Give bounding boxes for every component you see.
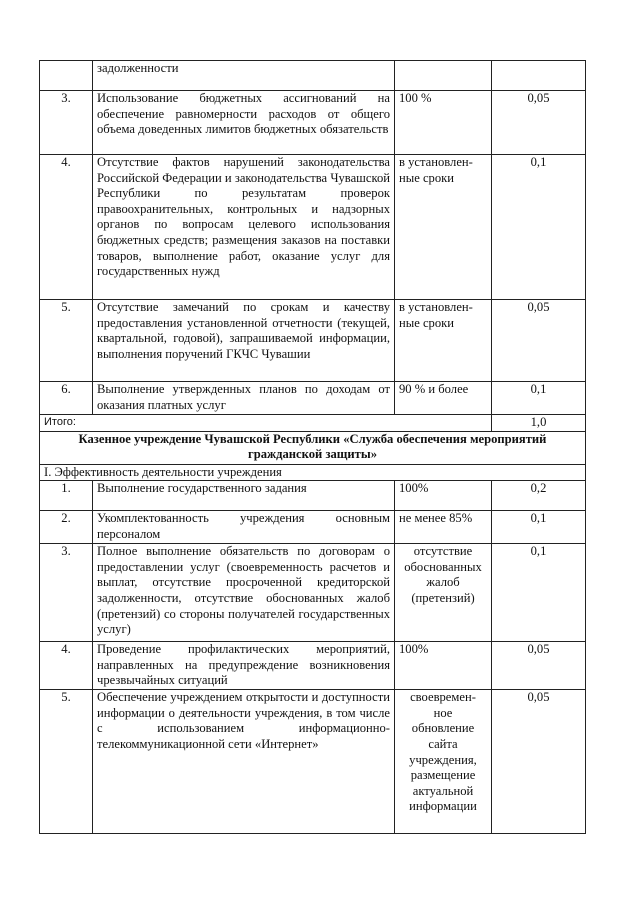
criterion-text: Выполнение государственного задания [93, 481, 395, 511]
criterion-value: 100 % [395, 91, 492, 155]
criterion-text: Отсутствие фактов нарушений законодательства Российской Федерации и законодательства Чувашской Республики по результатам проверок правоохранительных, контрольных и надзорных органов по вопросам целевого использования бюджетных средств; размещения заказов на поставки товаров, выполнение работ, оказание услуг для государственных нужд [93, 155, 395, 300]
row-number: 5. [40, 300, 93, 382]
table-row [40, 511, 586, 544]
row-number: 1. [40, 481, 93, 511]
table-row [40, 61, 586, 91]
row-number: 2. [40, 511, 93, 544]
criterion-weight: 0,1 [492, 544, 586, 642]
row-number: 4. [40, 155, 93, 300]
criterion-value: своевремен- ное обновление сайта учреждения, размещение актуальной информации [409, 690, 477, 814]
row-number [40, 61, 93, 91]
row-number: 3. [40, 91, 93, 155]
criterion-weight: 0,05 [492, 642, 586, 690]
table-row [40, 642, 586, 690]
criterion-value [395, 61, 492, 91]
row-number: 6. [40, 382, 93, 415]
criterion-value: отсутствие обоснованных жалоб (претензий) [404, 544, 482, 605]
table-row [40, 382, 586, 415]
criterion-weight: 0,2 [492, 481, 586, 511]
criterion-text: Обеспечение учреждением открытости и доступности информации о деятельности учреждения, в том числе с использованием информационно-телекоммуникационной сети «Интернет» [93, 690, 395, 834]
institution-header-row [40, 431, 586, 464]
criterion-text: Выполнение утвержденных планов по доходам от оказания платных услуг [93, 382, 395, 415]
table-row [40, 155, 586, 300]
table-row [40, 544, 586, 642]
criterion-text: Полное выполнение обязательств по договорам о предоставлении услуг (своевременность расчетов и выплат, отсутствие просроченной кредиторской задолженности, отсутствие обоснованных жалоб (претензий) со стороны получателей государственных услуг) [93, 544, 395, 642]
criterion-weight: 0,05 [492, 300, 586, 382]
criterion-weight: 0,05 [492, 690, 586, 834]
section-title: I. Эффективность деятельности учреждения [40, 464, 586, 481]
criterion-value: в установлен- ные сроки [399, 155, 473, 185]
table-row [40, 91, 586, 155]
table-row [40, 300, 586, 382]
criterion-value: в установлен- ные сроки [399, 300, 473, 330]
criterion-weight: 0,1 [492, 511, 586, 544]
criterion-text: Отсутствие замечаний по срокам и качеству предоставления установленной отчетности (текущей, квартальной, годовой), запрашиваемой информации, выполнения поручений ГКЧС Чувашии [93, 300, 395, 382]
institution-header: Казенное учреждение Чувашской Республики «Служба обеспечения мероприятий гражданской защиты» [40, 431, 586, 464]
criterion-value: 100% [395, 642, 492, 690]
criterion-weight: 0,05 [492, 91, 586, 155]
total-weight: 1,0 [492, 415, 586, 432]
criterion-weight: 0,1 [492, 155, 586, 300]
criterion-value: 100% [395, 481, 492, 511]
criterion-weight [492, 61, 586, 91]
section-row [40, 464, 586, 481]
criterion-text: Проведение профилактических мероприятий, направленных на предупреждение возникновения чрезвычайных ситуаций [93, 642, 395, 690]
criterion-value: 90 % и более [395, 382, 492, 415]
total-row [40, 415, 586, 432]
criteria-table [39, 60, 586, 834]
criterion-text: Укомплектованность учреждения основным персоналом [93, 511, 395, 544]
table-row [40, 690, 586, 834]
total-label: Итого: [40, 415, 492, 432]
criterion-text: задолженности [93, 61, 395, 91]
row-number: 5. [40, 690, 93, 834]
row-number: 3. [40, 544, 93, 642]
table-row [40, 481, 586, 511]
criterion-value: не менее 85% [395, 511, 492, 544]
criterion-text: Использование бюджетных ассигнований на обеспечение равномерности расходов от общего объема доведенных лимитов бюджетных обязательств [93, 91, 395, 155]
criterion-weight: 0,1 [492, 382, 586, 415]
row-number: 4. [40, 642, 93, 690]
